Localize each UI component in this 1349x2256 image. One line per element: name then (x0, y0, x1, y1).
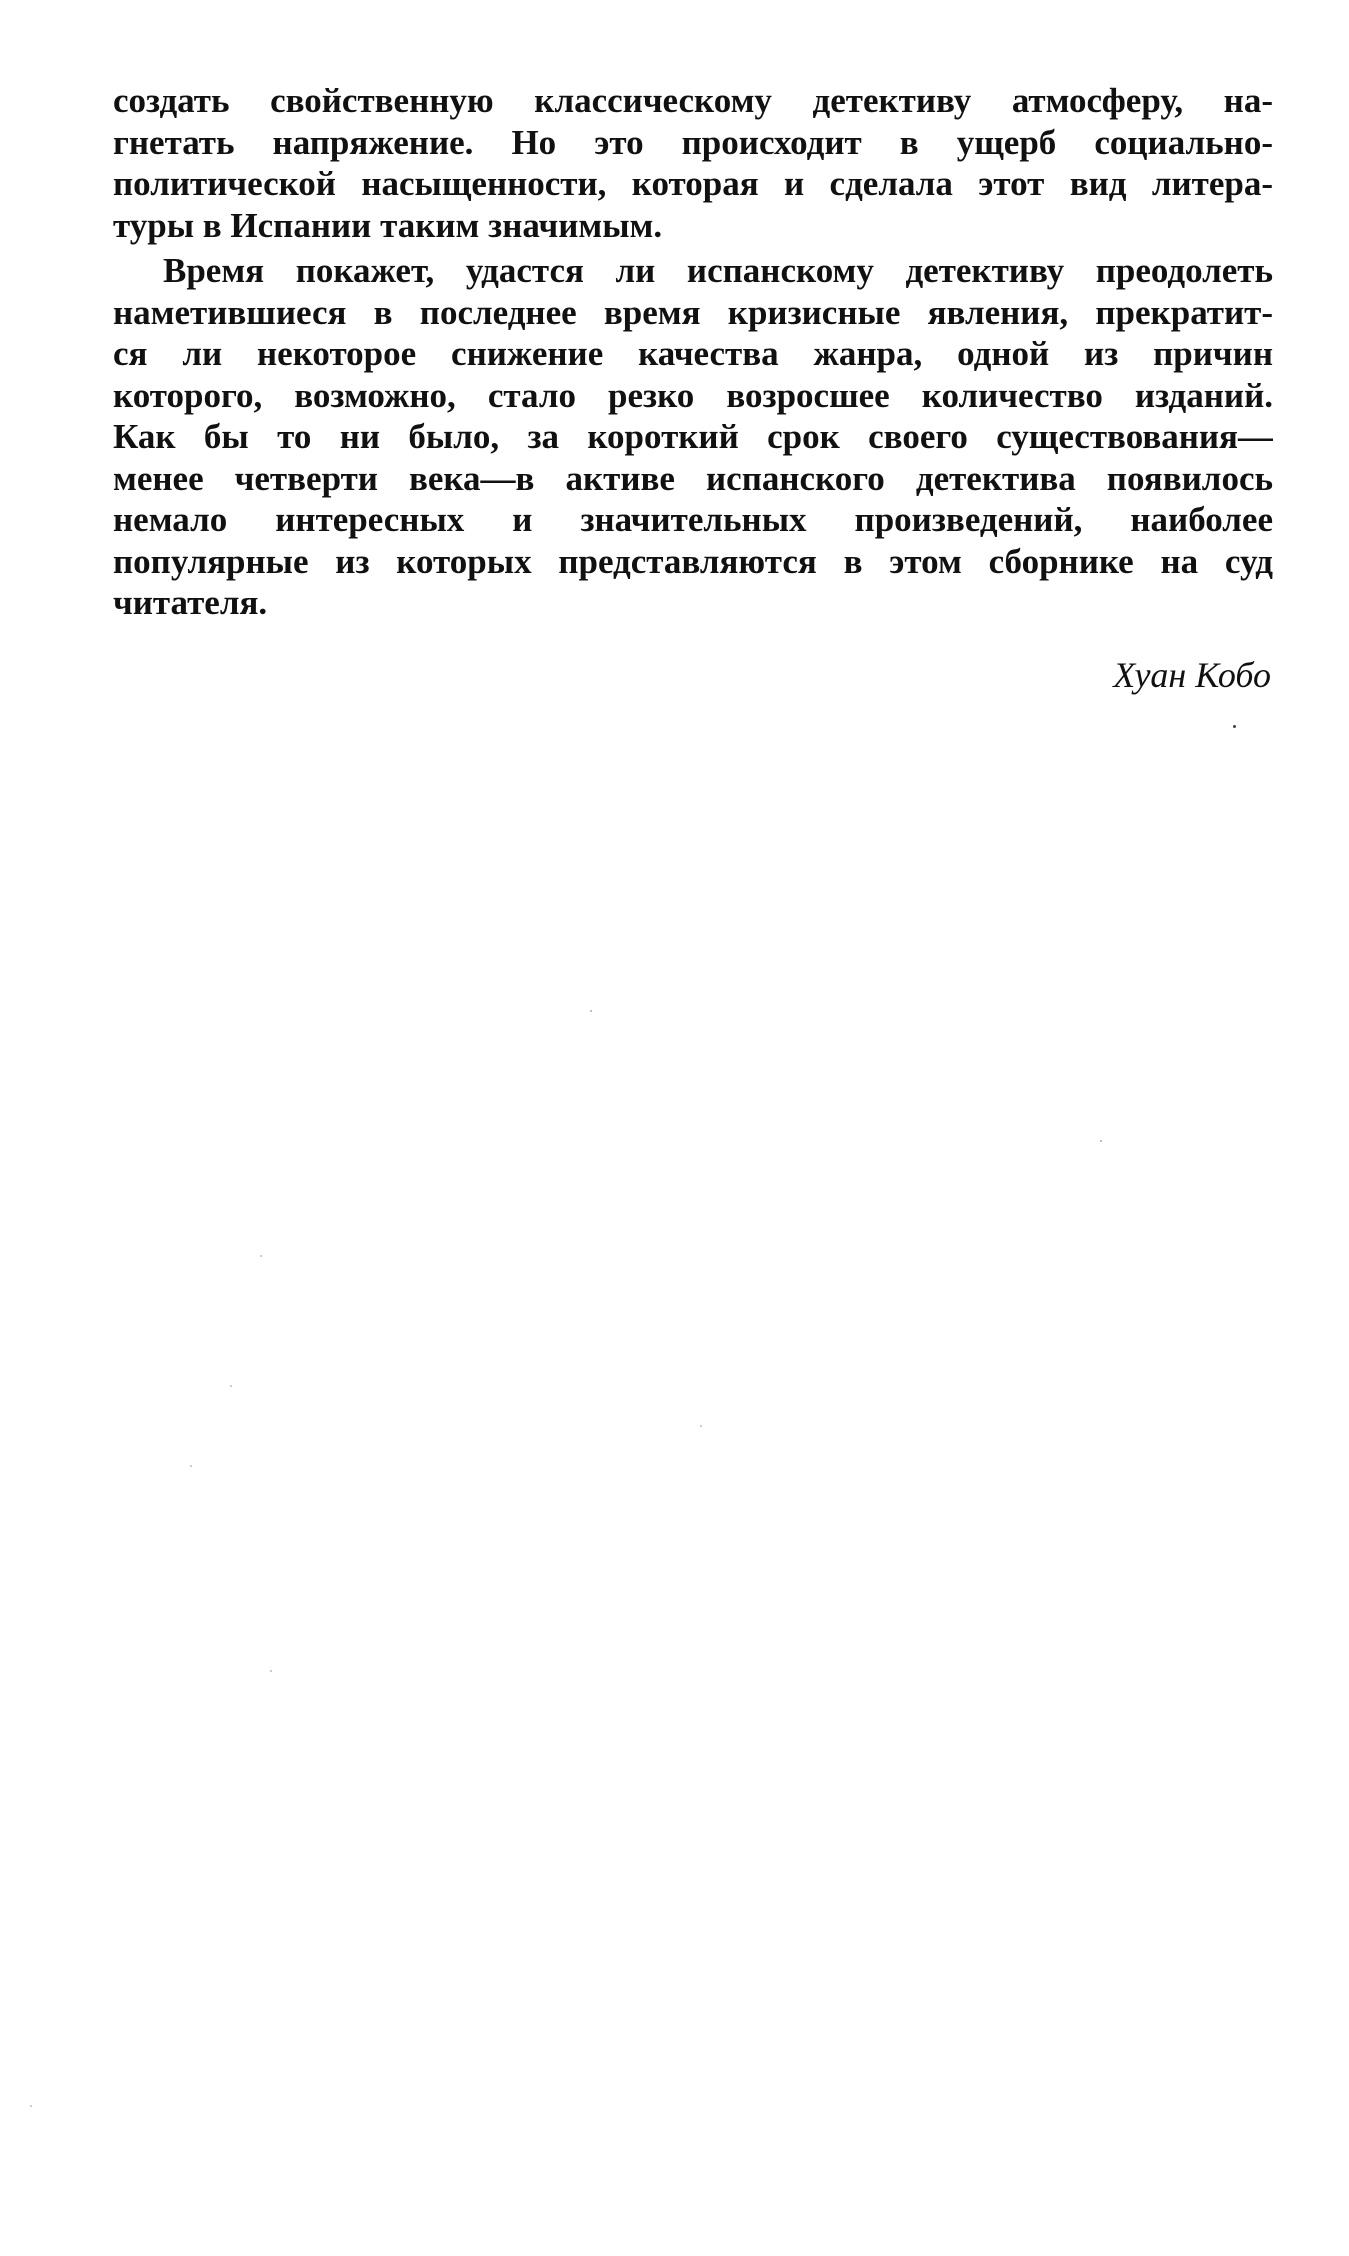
paragraph-1 (113, 80, 1273, 246)
text-line: ся ли некоторое снижение качества жанра, одной из причин (113, 334, 1273, 373)
text-line: немало интересных и значительных произведений, наиболее (113, 500, 1273, 539)
text-line: Как бы то ни было, за короткий срок своего существования— (113, 417, 1273, 456)
paragraph-2 (113, 250, 1273, 624)
author-signature: Хуан Кобо (1113, 655, 1271, 695)
text-line: наметившиеся в последнее время кризисные явления, прекратит- (113, 292, 1273, 332)
scan-speck (30, 2105, 32, 2107)
scan-speck (270, 1670, 272, 1672)
scan-speck (190, 1465, 192, 1467)
text-line: менее четверти века—в активе испанского детектива появилось (113, 458, 1273, 498)
text-line: гнетать напряжение. Но это происходит в ущерб социально- (113, 122, 1273, 162)
scan-speck (230, 1385, 232, 1387)
text-line: которого, возможно, стало резко возросшее количество изданий. (113, 375, 1273, 415)
body-text (113, 80, 1273, 624)
scan-speck (1100, 1140, 1102, 1142)
scan-speck (700, 1425, 702, 1427)
text-line: создать свойственную классическому детективу атмосферу, на- (113, 81, 1273, 120)
text-line: туры в Испании таким значимым. (113, 205, 663, 245)
scan-speck (260, 1255, 262, 1257)
text-line: Время покажет, удастся ли испанскому детективу преодолеть (163, 251, 1273, 290)
text-line: политической насыщенности, которая и сделала этот вид литера- (113, 164, 1273, 203)
text-line: читателя. (113, 583, 268, 622)
text-line: популярные из которых представляются в этом сборнике на суд (113, 541, 1273, 581)
scan-speck (1233, 725, 1236, 728)
scan-speck (590, 1010, 592, 1012)
